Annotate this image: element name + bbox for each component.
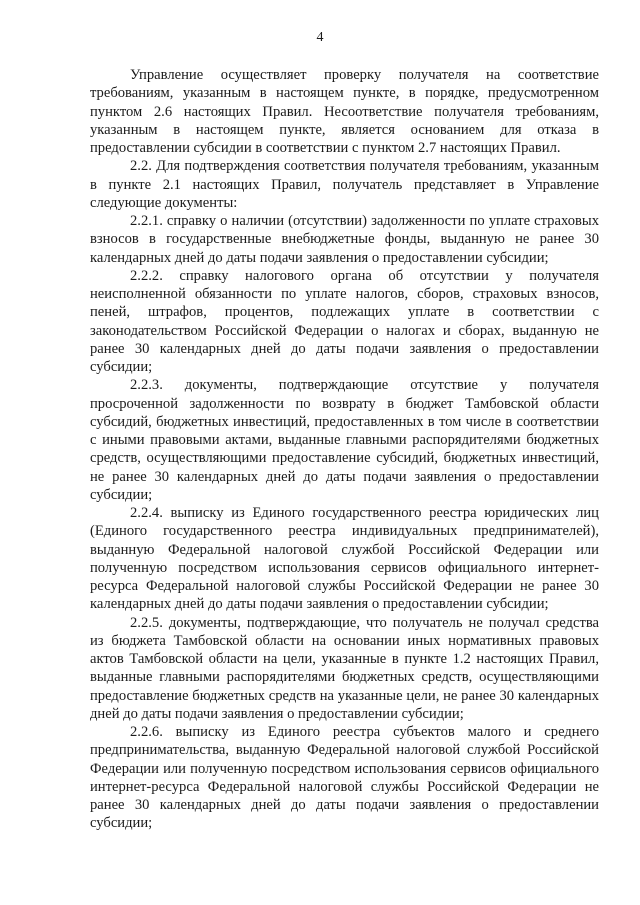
page-number: 4 — [316, 30, 324, 45]
paragraph-2-2-4: 2.2.4. выписку из Единого государственного реестра юридических лиц (Единого государственного реестра индивидуальных предпринимателей), выданную Федеральной налоговой службой Российской Федерации или полученную посредством использования сервисов официального интернет-ресурса Федеральной налоговой службы Российской Федерации не ранее 30 календарных дней до даты подачи заявления о предоставлении субсидии; — [90, 505, 599, 613]
paragraph-2-2-1: 2.2.1. справку о наличии (отсутствии) задолженности по уплате страховых взносов в государственные внебюджетные фонды, выданную не ранее 30 календарных дней до даты подачи заявления о предоставлении субсидии; — [90, 213, 599, 266]
paragraph-2-2: 2.2. Для подтверждения соответствия получателя требованиям, указанным в пункте 2.1 настоящих Правил, получатель представляет в Управление следующие документы: — [90, 158, 599, 211]
paragraph-2-2-3: 2.2.3. документы, подтверждающие отсутствие у получателя просроченной задолженности по возврату в бюджет Тамбовской области субсидий, бюджетных инвестиций, предоставленных в том числе в соответствии с иными правовыми актами, выданные главными распорядителями бюджетных средств, осуществляющими предоставление субсидий, бюджетных инвестиций, не ранее 30 календарных дней до даты подачи заявления о предоставлении субсидии; — [90, 377, 599, 503]
paragraph-2-2-2: 2.2.2. справку налогового органа об отсутствии у получателя неисполненной обязанности по уплате налогов, сборов, страховых взносов, пеней, штрафов, процентов, подлежащих уплате в соответствии с законодательством Российской Федерации о налогах и сборах, выданную не ранее 30 календарных дней до даты подачи заявления о предоставлении субсидии; — [90, 267, 599, 375]
paragraph-verification: Управление осуществляет проверку получателя на соответствие требованиям, указанным в настоящем пункте, в порядке, предусмотренном пунктом 2.6 настоящих Правил. Несоответствие получателя требованиям, указанным в настоящем пункте, является основанием для отказа в предоставлении субсидии в соответствии с пунктом 2.7 настоящих Правил. — [90, 67, 599, 156]
document-body — [90, 66, 599, 833]
paragraph-2-2-5: 2.2.5. документы, подтверждающие, что получатель не получал средства из бюджета Тамбовской области на основании иных нормативных правовых актов Тамбовской области на цели, указанные в пункте 1.2 настоящих Правил, выданные главными распорядителями бюджетных средств, осуществляющими предоставление бюджетных средств на указанные цели, не ранее 30 календарных дней до даты подачи заявления о предоставлении субсидии; — [90, 614, 599, 722]
paragraph-2-2-6: 2.2.6. выписку из Единого реестра субъектов малого и среднего предпринимательства, выданную Федеральной налоговой службой Российской Федерации или полученную посредством использования сервисов официального интернет-ресурса Федеральной налоговой службы Российской Федерации не ранее 30 календарных дней до даты подачи заявления о предоставлении субсидии; — [90, 724, 599, 832]
